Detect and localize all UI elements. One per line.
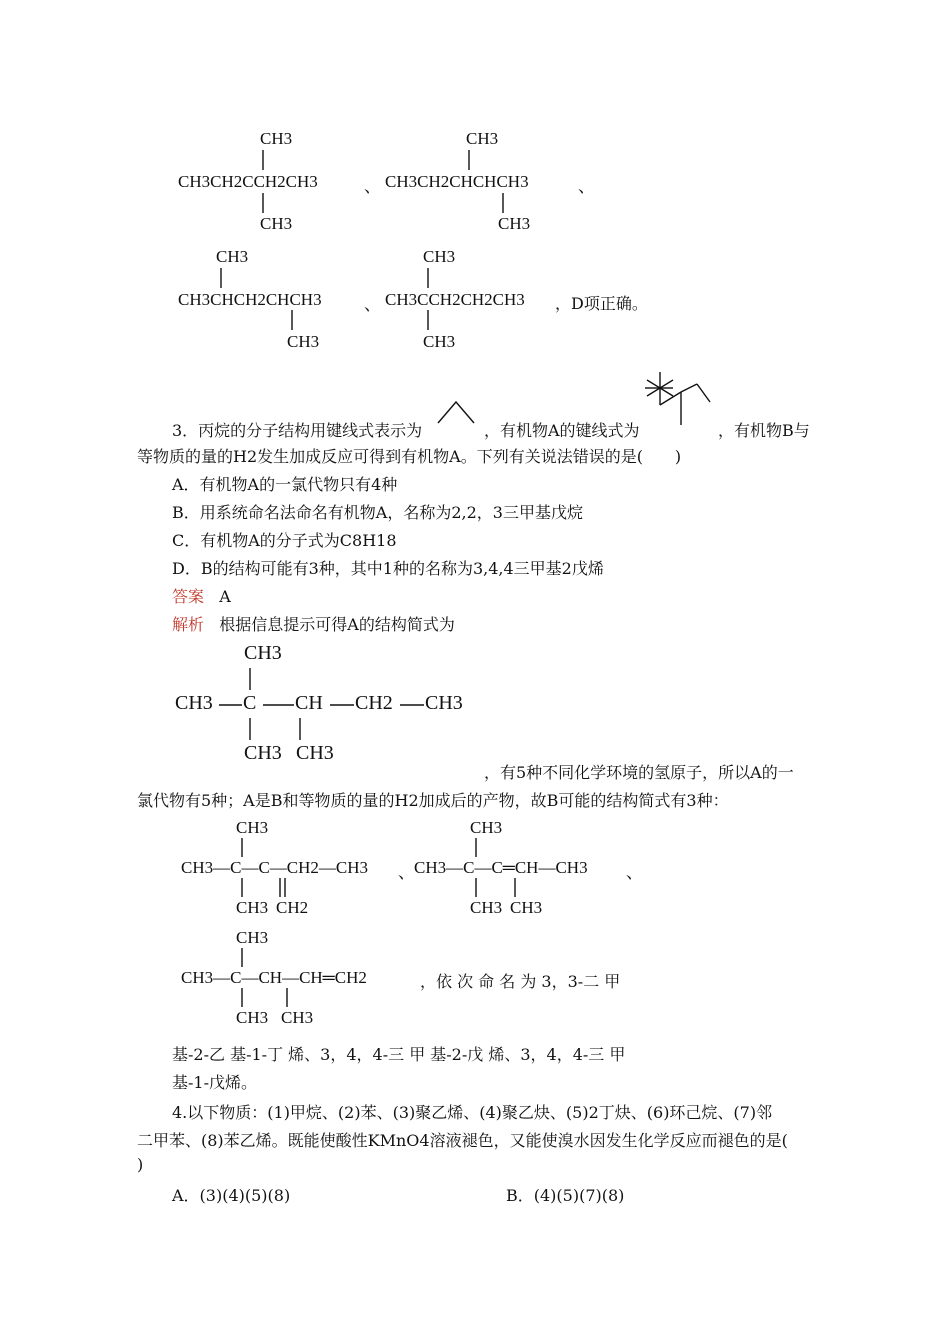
separator: 、 [626,863,643,882]
sub-ch3: CH3 [260,214,293,233]
compound-a-skeletal [645,372,710,425]
q4-line3: ) [137,1155,144,1174]
naming-line3: 基-1-戊烯。 [172,1073,257,1092]
struct-a-c2: C [243,692,257,714]
struct-b2-b1: CH3 [470,898,503,917]
separator: 、 [398,863,415,882]
struct-b3-top: CH3 [236,928,269,947]
q3-line1a: 3．丙烷的分子结构用键线式表示为 [172,421,423,440]
struct-b1-b2: CH2 [276,898,309,917]
struct-b1-main: CH3—C—C—CH2—CH3 [181,858,369,877]
sub-ch3: CH3 [423,247,456,266]
q4-option-a: A．(3)(4)(5)(8) [172,1186,291,1205]
q4-line2: 二甲苯、(8)苯乙烯。既能使酸性KMnO4溶液褪色，又能使溴水因发生化学反应而褪色的是( [137,1131,788,1150]
struct-b3-b2: CH3 [281,1008,314,1027]
struct-a-b2: CH3 [296,742,334,764]
sub-ch3: CH3 [423,332,456,351]
struct-b3-b1: CH3 [236,1008,269,1027]
struct-b3-main: CH3—C—CH—CH═CH2 [181,968,367,987]
struct-a-c4: CH2 [355,692,393,714]
q3-line2: 等物质的量的H2发生加成反应可得到有机物A。下列有关说法错误的是( ) [137,447,682,466]
q4-option-b: B．(4)(5)(7)(8) [506,1186,625,1205]
isomer-formula: CH3CCH2CH2CH3 [385,290,525,309]
struct-b2-b2: CH3 [510,898,543,917]
struct-b2-top: CH3 [470,818,503,837]
q4-line1: 4.以下物质：(1)甲烷、(2)苯、(3)聚乙烯、(4)聚乙炔、(5)2丁炔、(6)环己烷、(7)邻 [172,1103,773,1122]
struct-a-c1: CH3 [175,692,213,714]
analysis-intro: 根据信息提示可得A的结构简式为 [219,615,455,634]
option-d: D．B的结构可能有3种，其中1种的名称为3,4,4三甲基2戊烯 [172,559,604,578]
analysis-label: 解析 [172,615,205,634]
separator: 、 [364,295,381,314]
option-b: B．用系统命名法命名有机物A，名称为2,2，3三甲基戊烷 [172,503,583,522]
struct-b1-b1: CH3 [236,898,269,917]
option-c: C．有机物A的分子式为C8H18 [172,531,397,550]
answer-row [172,584,231,607]
sub-ch3: CH3 [287,332,320,351]
q3-line1b: ，有机物A的键线式为 [484,421,640,440]
separator: 、 [578,177,595,196]
struct-a-top: CH3 [244,642,282,664]
struct-a-b1: CH3 [244,742,282,764]
conclusion-text: ，D项正确。 [555,294,648,313]
sub-ch3: CH3 [498,214,531,233]
option-a: A．有机物A的一氯代物只有4种 [172,475,398,494]
naming-line2: 基-2-乙 基-1-丁 烯、3，4，4-三 甲 基-2-戊 烯、3，4，4-三 甲 [172,1045,626,1064]
q3-line1c: ，有机物B与 [718,421,810,440]
answer-label: 答案 [172,587,205,606]
struct-a-c3: CH [295,692,323,714]
isomer-formula: CH3CH2CCH2CH3 [178,172,318,191]
isomer-formula: CH3CHCH2CHCH3 [178,290,322,309]
struct-b2-main: CH3—C—C═CH—CH3 [414,858,588,877]
naming-line1: ，依 次 命 名 为 3，3-二 甲 [420,972,621,991]
struct-b1-top: CH3 [236,818,269,837]
struct-a-c5: CH3 [425,692,463,714]
sub-ch3: CH3 [466,129,499,148]
analysis-line2: 氯代物有5种；A是B和等物质的量的H2加成后的产物，故B可能的结构简式有3种： [137,791,729,810]
analysis-line1: ，有5种不同化学环境的氢原子，所以A的一 [484,763,794,782]
propane-skeletal [438,402,474,423]
sub-ch3: CH3 [260,129,293,148]
answer-value: A [219,587,231,606]
isomer-formula: CH3CH2CHCHCH3 [385,172,529,191]
analysis-row [172,612,455,635]
sub-ch3: CH3 [216,247,249,266]
separator: 、 [364,177,381,196]
